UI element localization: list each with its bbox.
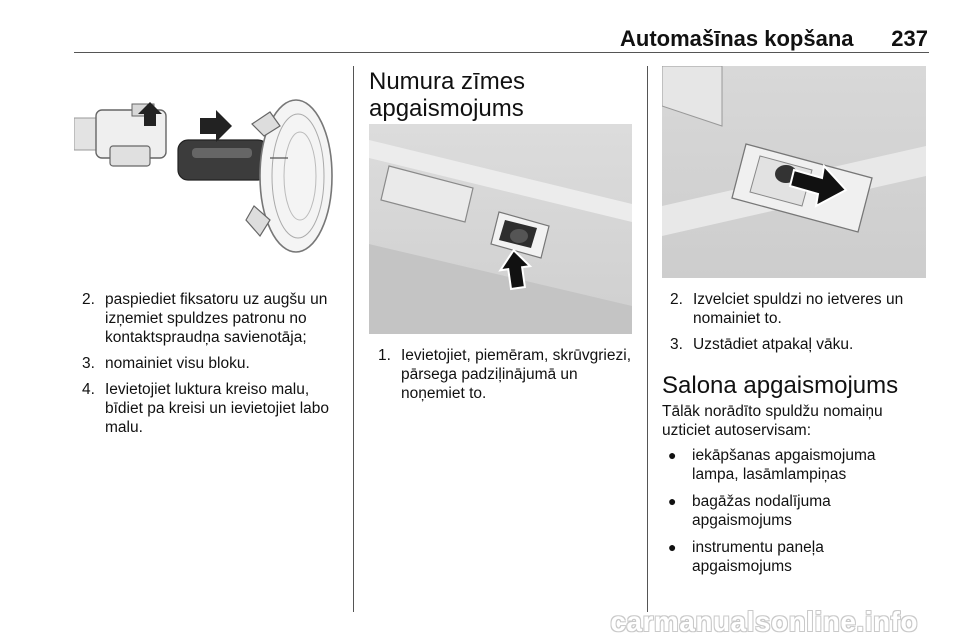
middle-step-list [378,346,640,410]
column-divider-left [353,66,354,612]
license-plate-lamp-press-illustration [369,124,632,334]
list-item: ● iekāpšanas apgaismojuma lampa, lasāmlampiņas [668,447,876,483]
list-item: 2. Izvelciet spuldzi no ietveres un nomainiet to. [670,291,904,327]
list-item: 3. nomainiet visu bloku. [82,355,250,372]
bulb-socket-removal-illustration [74,96,336,258]
watermark: carmanualsonline.info [610,606,918,637]
list-item: 2. paspiediet fiksatoru uz augšu un izņemiet spuldzes patronu no kontaktspraudņa savienotāja; [82,291,328,346]
bulb-bullet-list [662,446,924,584]
running-header-title: Automašīnas kopšana [620,26,854,51]
license-plate-bulb-pull-illustration [662,66,926,278]
section-title-interior-lighting: Salona apgaismojums [662,372,899,399]
section-title-license-plate: Numura zīmes apgaismojums [369,68,526,122]
intro-paragraph: Tālāk norādīto spuldžu nomaiņu uzticiet autoservisam: [662,403,883,439]
list-item: 4. Ievietojiet luktura kreiso malu, bīdiet pa kreisi un ievietojiet labo malu. [82,381,330,436]
bullet-icon: ● [668,539,677,555]
list-item: ● instrumentu paneļa apgaismojums [668,539,824,575]
bullet-icon: ● [668,493,677,509]
column-divider-right [647,66,648,612]
bullet-icon: ● [668,447,677,463]
right-step-list [670,290,930,361]
left-step-list [82,290,344,444]
list-item: 3. Uzstādiet atpakaļ vāku. [670,336,854,353]
page-number: 237 [891,26,928,51]
list-item: 1. Ievietojiet, piemēram, skrūvgriezi, pārsega padziļinājumā un noņemiet to. [378,347,631,402]
header-rule [74,52,929,53]
list-item: ● bagāžas nodalījuma apgaismojums [668,493,831,529]
